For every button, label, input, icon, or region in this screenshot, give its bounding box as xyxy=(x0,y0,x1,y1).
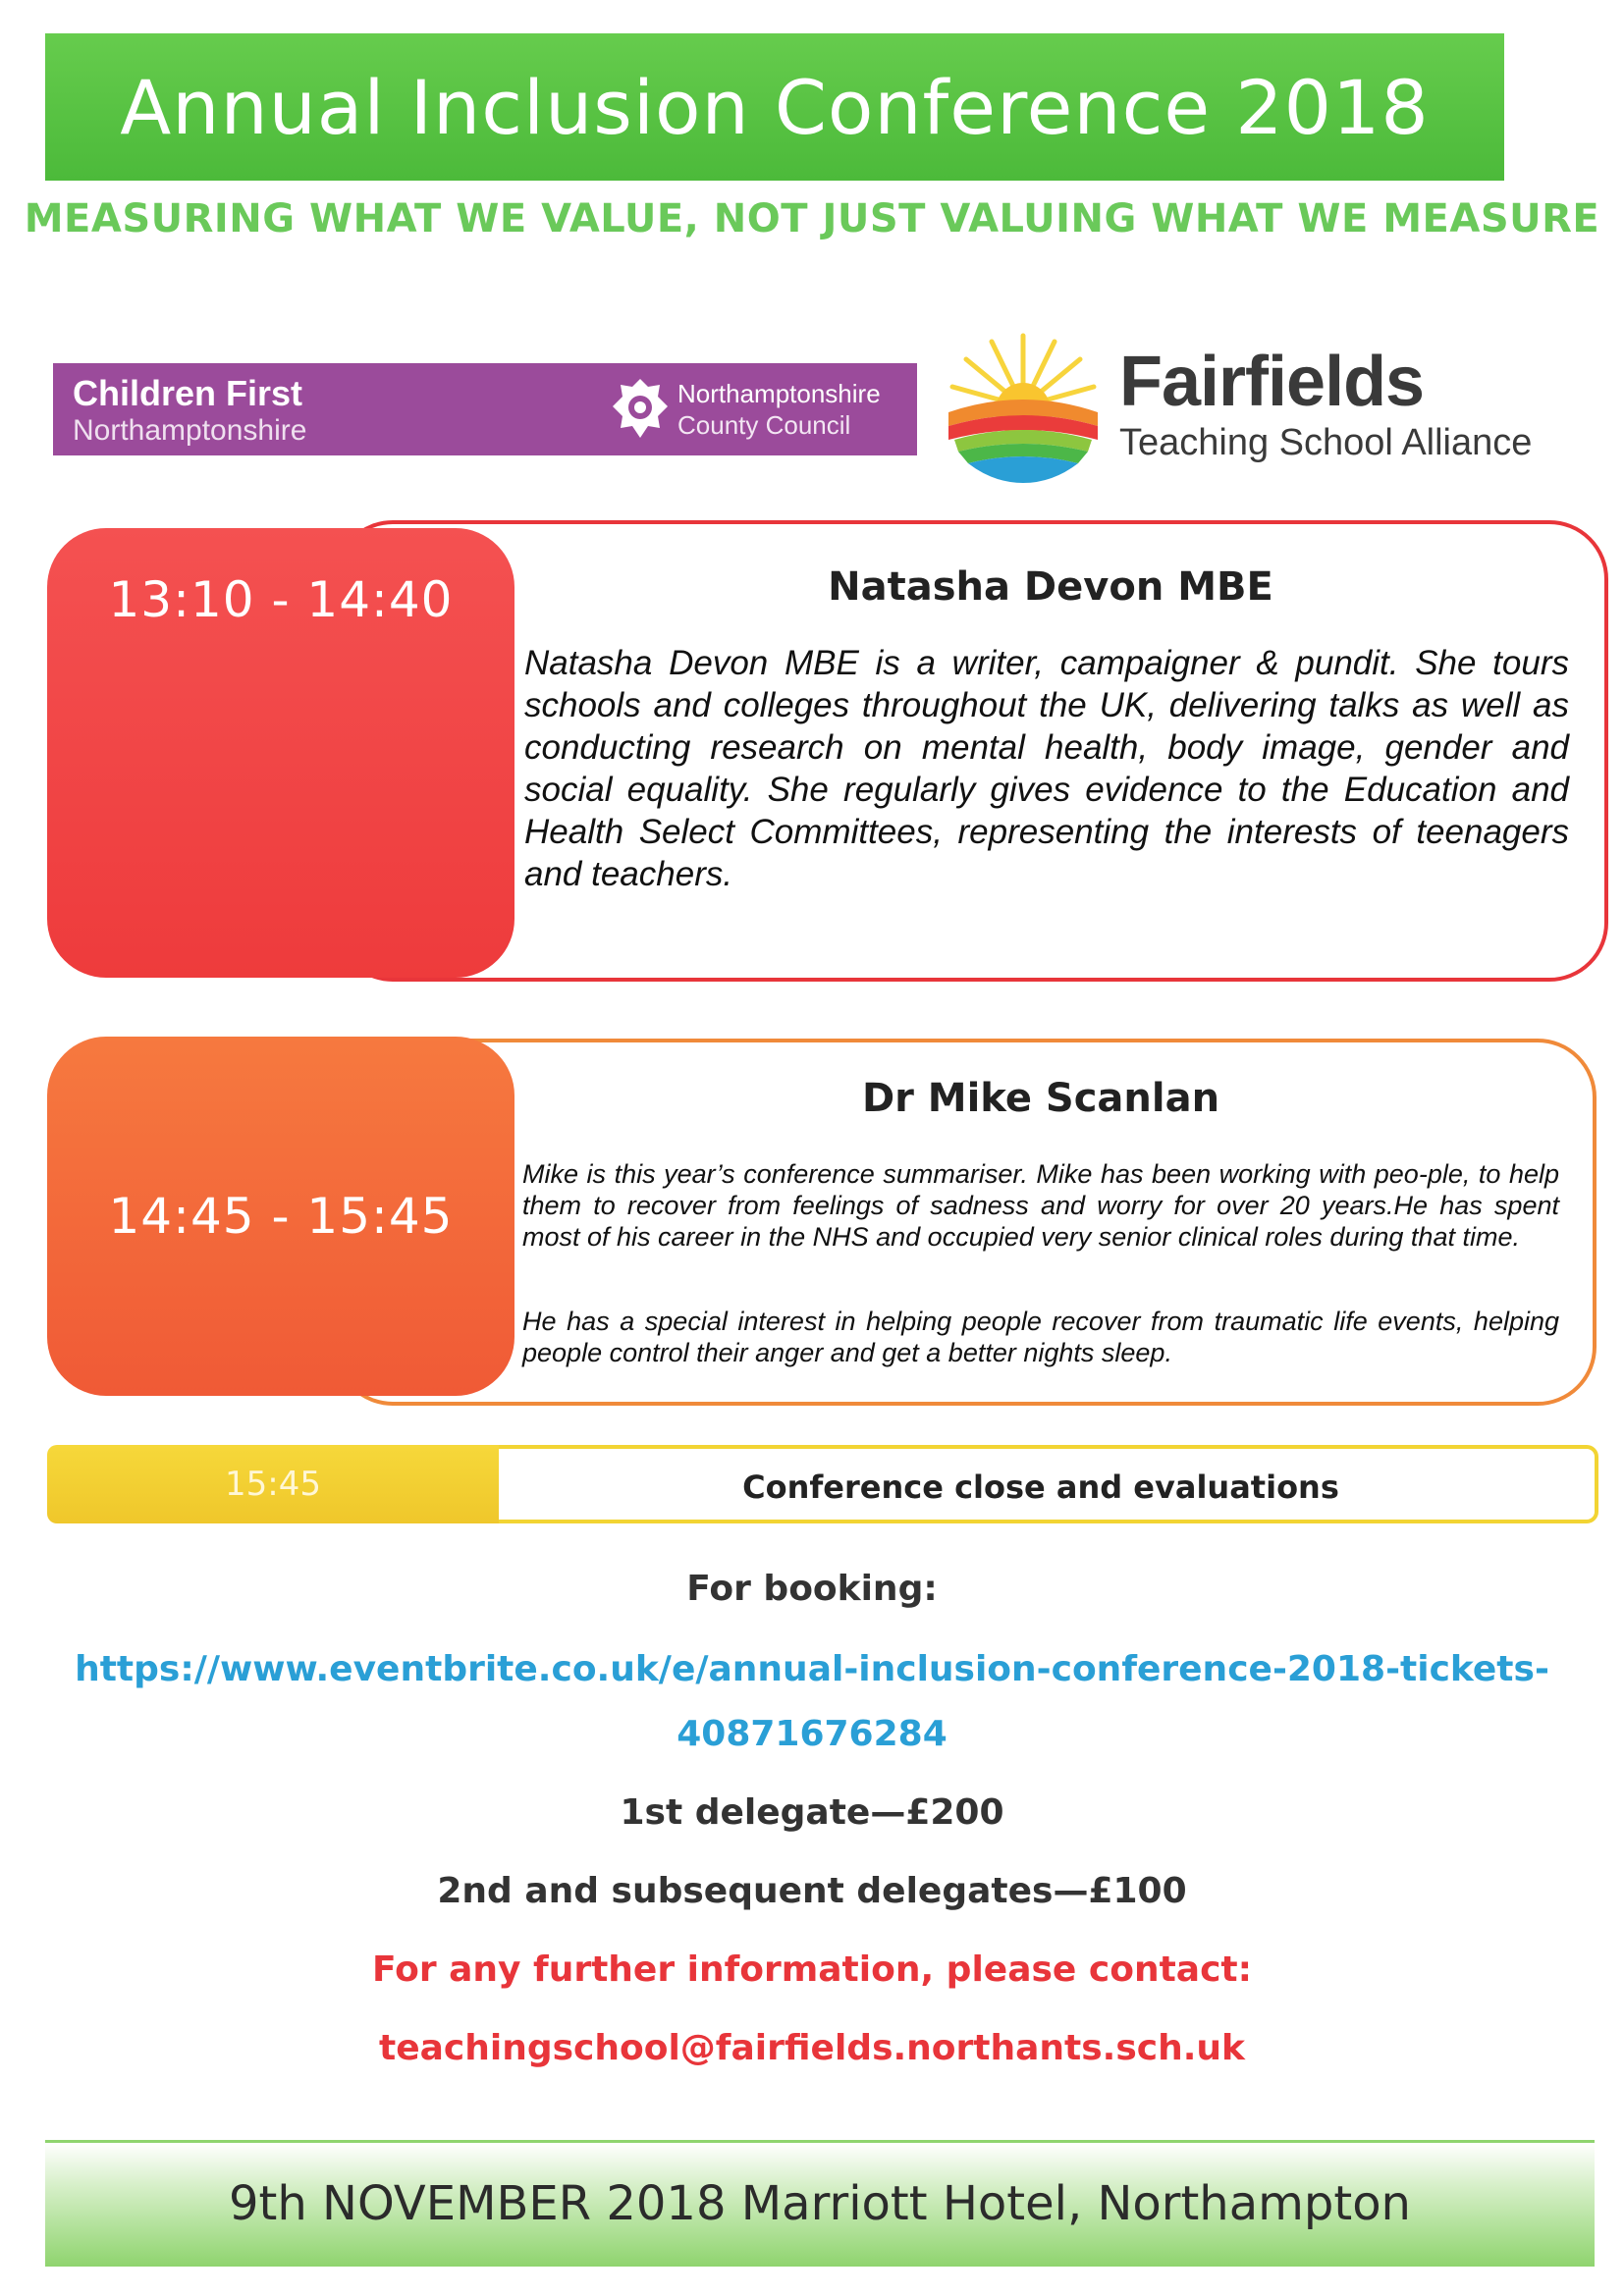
session-time: 13:10 - 14:40 xyxy=(108,571,454,628)
event-date-venue: 9th NOVEMBER 2018 Marriott Hotel, Northampton xyxy=(229,2176,1411,2231)
footer-bar xyxy=(45,2140,1595,2267)
conference-tagline: MEASURING WHAT WE VALUE, NOT JUST VALUING WHAT WE MEASURE xyxy=(24,196,1600,241)
title-banner xyxy=(45,33,1504,181)
session-time: 15:45 xyxy=(225,1465,321,1504)
session-description-continued: He has a special interest in helping people recover from traumatic life events, helping people control their anger and get a better nights sleep. xyxy=(522,1307,1559,1367)
fairfields-subtitle: Teaching School Alliance xyxy=(1119,422,1533,463)
session-time-box xyxy=(47,1037,514,1396)
price-subsequent-delegates: 2nd and subsequent delegates—£100 xyxy=(437,1871,1187,1911)
children-first-logo xyxy=(53,363,917,455)
session-title: Conference close and evaluations xyxy=(742,1468,1339,1506)
session-time-box xyxy=(47,1445,499,1523)
booking-link-continued[interactable]: 40871676284 xyxy=(677,1714,947,1754)
county-council-label: County Council xyxy=(677,410,851,440)
fairfields-sun-icon xyxy=(945,330,1102,487)
session-description: Mike is this year’s conference summariser. Mike has been working with peo-ple, to help them to recover from feelings of sadness and worry for over 20 years.He has spent most of his career in the NHS and occupied very senior clinical roles during that time. xyxy=(522,1159,1559,1252)
session-description: Natasha Devon MBE is a writer, campaigner & pundit. She tours schools and colleges throughout the UK, delivering talks as well as conducting research on mental health, body image, gender and social equality. She regularly gives evidence to the Education and Health Select Committees, representing the interests of teenagers and teachers. xyxy=(524,644,1569,893)
page-title: Annual Inclusion Conference 2018 xyxy=(120,63,1430,151)
children-first-name: Children First xyxy=(73,373,303,413)
booking-heading: For booking: xyxy=(686,1569,938,1609)
fairfields-name: Fairfields xyxy=(1119,343,1425,421)
county-council-name: Northamptonshire xyxy=(677,379,881,408)
children-first-area: Northamptonshire xyxy=(73,414,307,447)
booking-link[interactable]: https://www.eventbrite.co.uk/e/annual-inclusion-conference-2018-tickets- xyxy=(75,1649,1549,1689)
session-speaker: Natasha Devon MBE xyxy=(828,564,1273,610)
session-speaker: Dr Mike Scanlan xyxy=(861,1076,1220,1121)
county-council-crest-icon xyxy=(611,377,670,440)
contact-email-link[interactable]: teachingschool@fairfields.northants.sch.uk xyxy=(378,2028,1246,2068)
session-time-box xyxy=(47,528,514,978)
session-time: 14:45 - 15:45 xyxy=(108,1188,454,1245)
contact-heading: For any further information, please contact: xyxy=(371,1949,1253,1990)
price-first-delegate: 1st delegate—£200 xyxy=(620,1792,1004,1833)
